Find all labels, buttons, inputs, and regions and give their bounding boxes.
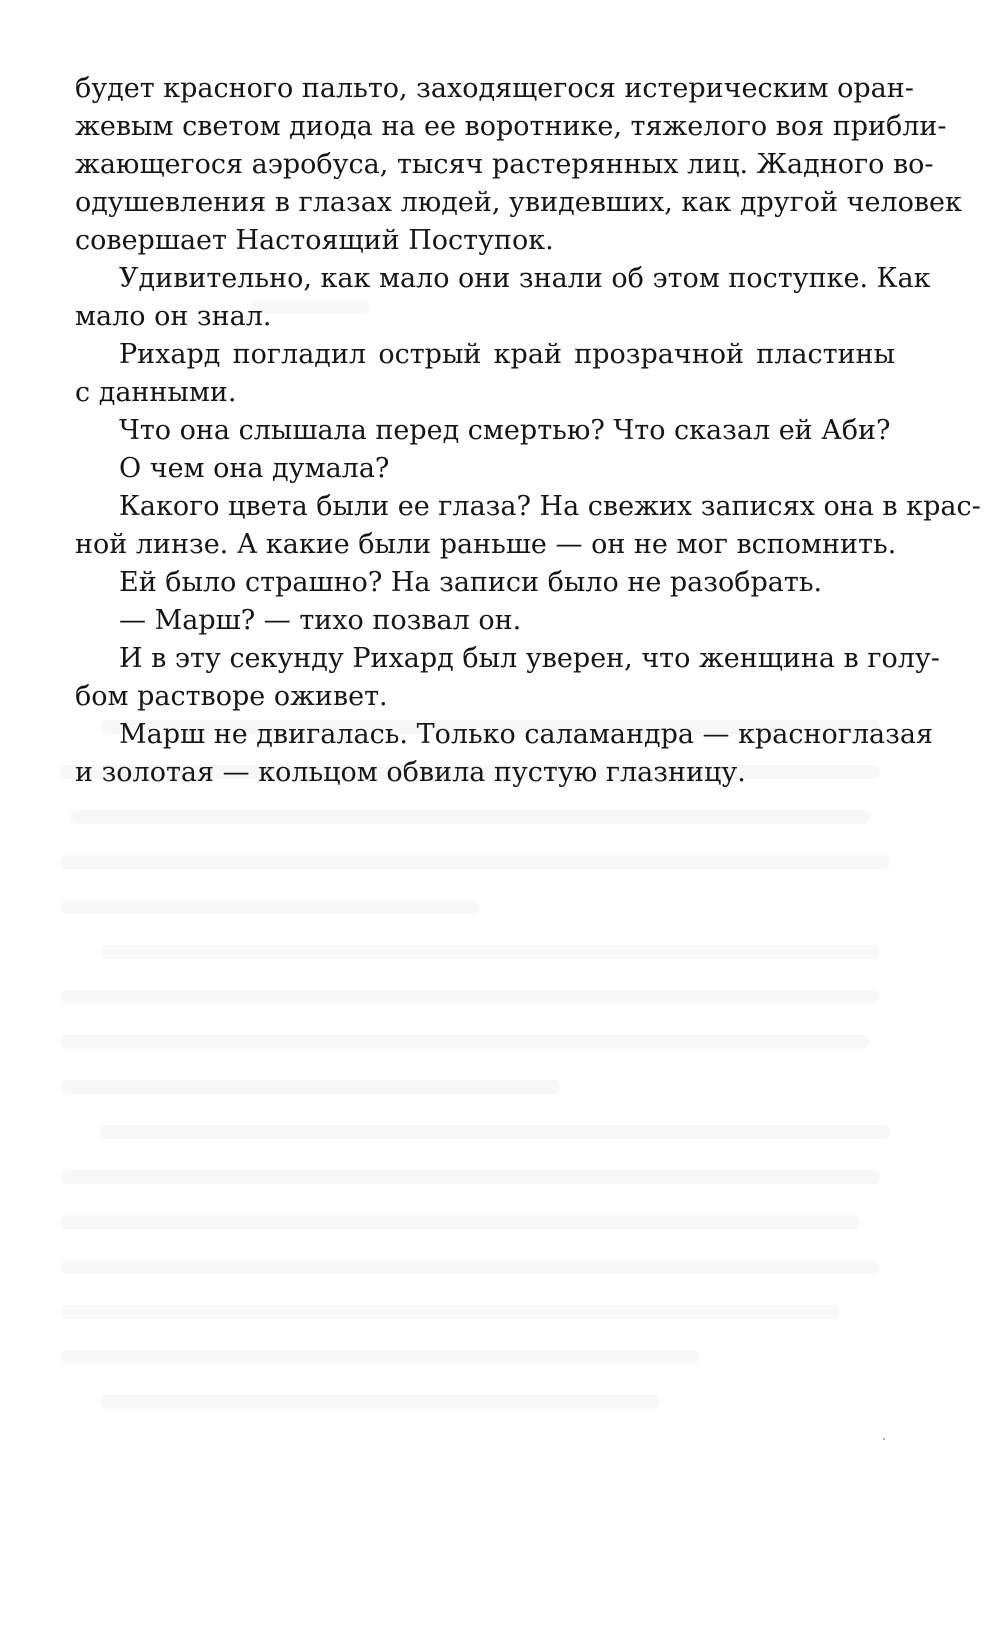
text-line: Марш не двигалась. Только саламандра — красноглазая xyxy=(119,719,934,750)
text-line: и золотая — кольцом обвила пустую глазницу. xyxy=(75,757,746,788)
text-line: совершает Настоящий Поступок. xyxy=(75,225,554,256)
text-line: Какого цвета были ее глаза? На свежих записях она в крас- xyxy=(119,491,981,522)
text-line: Удивительно, как мало они знали об этом поступке. Как xyxy=(119,263,931,294)
text-line: ной линзе. А какие были раньше — он не мог вспомнить. xyxy=(75,529,897,560)
text-line: будет красного пальто, заходящегося истерическим оран- xyxy=(75,73,914,104)
print-speck xyxy=(883,1438,885,1440)
text-line: с данными. xyxy=(75,377,237,408)
text-line: бом растворе оживет. xyxy=(75,681,388,712)
text-line: И в эту секунду Рихард был уверен, что женщина в голу- xyxy=(119,643,940,674)
text-line: жающегося аэробуса, тысяч растерянных лиц. Жадного во- xyxy=(75,149,934,180)
text-line: мало он знал. xyxy=(75,301,272,332)
text-line: О чем она думала? xyxy=(119,453,390,484)
text-line: — Марш? — тихо позвал он. xyxy=(119,605,522,636)
text-line: жевым светом диода на ее воротнике, тяжелого воя прибли- xyxy=(75,111,947,142)
text-line: Ей было страшно? На записи было не разобрать. xyxy=(119,567,823,598)
text-line: Рихард погладил острый край прозрачной пластины xyxy=(119,339,895,370)
text-line: Что она слышала перед смертью? Что сказал ей Аби? xyxy=(119,415,891,446)
main-text xyxy=(75,70,981,792)
text-line: одушевления в глазах людей, увидевших, как другой человек xyxy=(75,187,962,218)
